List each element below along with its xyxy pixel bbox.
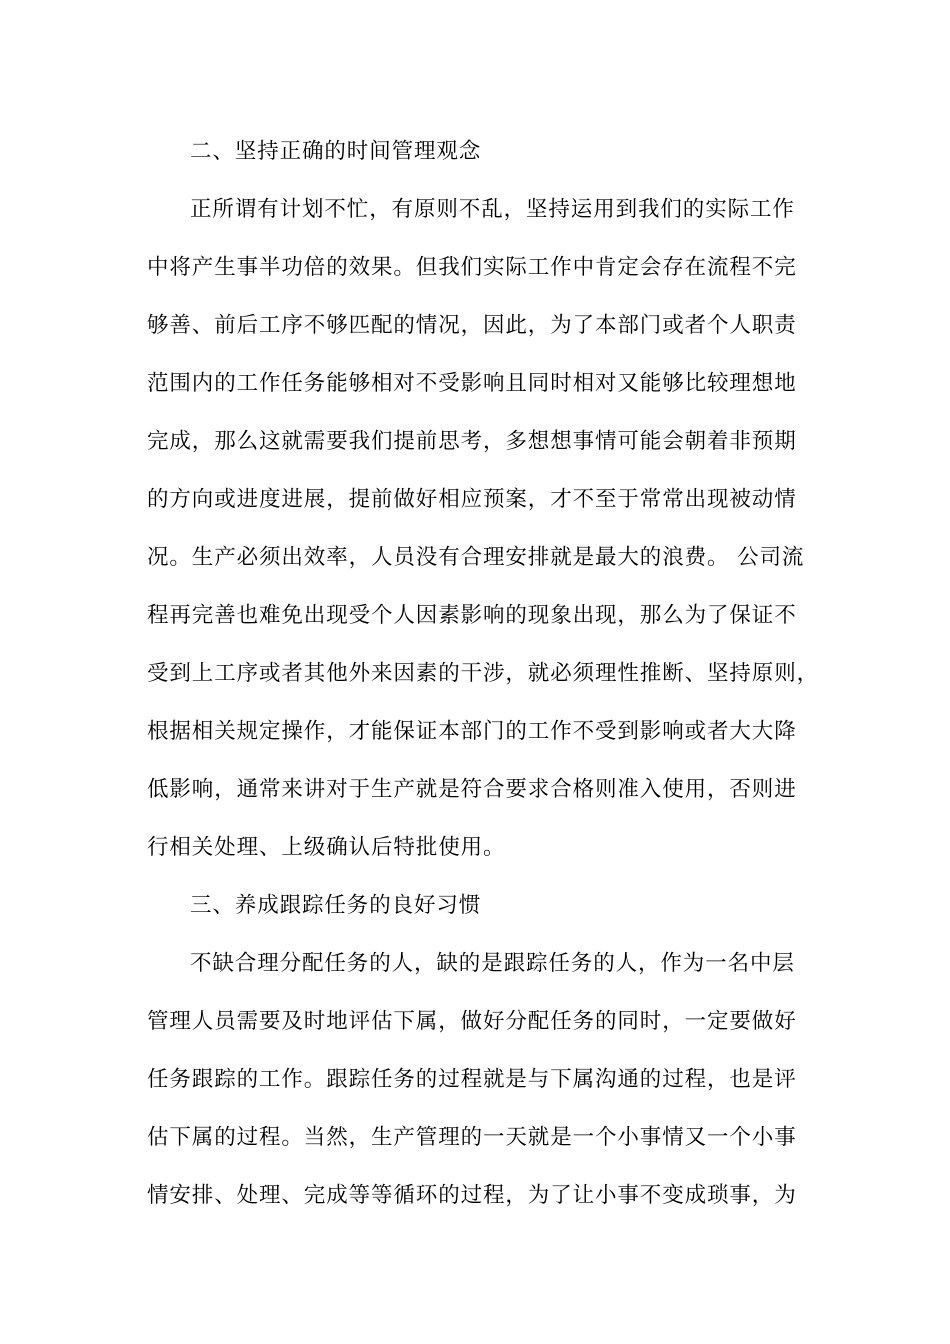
paragraph-line: 的方向或进度进展，提前做好相应预案，才不至于常常出现被动情 <box>147 487 797 512</box>
paragraph-line: 程再完善也难免出现受个人因素影响的现象出现，那么为了保证不 <box>147 603 797 628</box>
paragraph-line: 范围内的工作任务能够相对不受影响且同时相对又能够比较理想地 <box>147 371 797 396</box>
paragraph-line: 完成，那么这就需要我们提前思考，多想想事情可能会朝着非预期 <box>147 429 797 454</box>
paragraph-line: 管理人员需要及时地评估下属，做好分配任务的同时，一定要做好 <box>147 1009 797 1034</box>
paragraph-line: 够善、前后工序不够匹配的情况，因此，为了本部门或者个人职责 <box>147 313 797 338</box>
section-heading-task-tracking: 三、养成跟踪任务的良好习惯 <box>190 893 482 918</box>
paragraph-line: 受到上工序或者其他外来因素的干涉，就必须理性推断、坚持原则， <box>147 661 820 686</box>
section-heading-time-management: 二、坚持正确的时间管理观念 <box>190 139 482 164</box>
paragraph-line: 低影响，通常来讲对于生产就是符合要求合格则准入使用，否则进 <box>147 777 797 802</box>
paragraph-line: 不缺合理分配任务的人，缺的是跟踪任务的人，作为一名中层 <box>190 951 795 976</box>
paragraph-line: 情安排、处理、完成等等循环的过程，为了让小事不变成琐事，为 <box>147 1183 797 1208</box>
paragraph-line: 中将产生事半功倍的效果。但我们实际工作中肯定会存在流程不完 <box>147 255 797 280</box>
paragraph-line: 行相关处理、上级确认后特批使用。 <box>147 835 506 860</box>
paragraph-line: 根据相关规定操作，才能保证本部门的工作不受到影响或者大大降 <box>147 719 797 744</box>
paragraph-line: 任务跟踪的工作。跟踪任务的过程就是与下属沟通的过程，也是评 <box>147 1067 797 1092</box>
paragraph-line: 估下属的过程。当然，生产管理的一天就是一个小事情又一个小事 <box>147 1125 797 1150</box>
paragraph-line: 正所谓有计划不忙，有原则不乱，坚持运用到我们的实际工作 <box>190 197 795 222</box>
paragraph-line: 况。生产必须出效率，人员没有合理安排就是最大的浪费。 公司流 <box>147 545 805 570</box>
